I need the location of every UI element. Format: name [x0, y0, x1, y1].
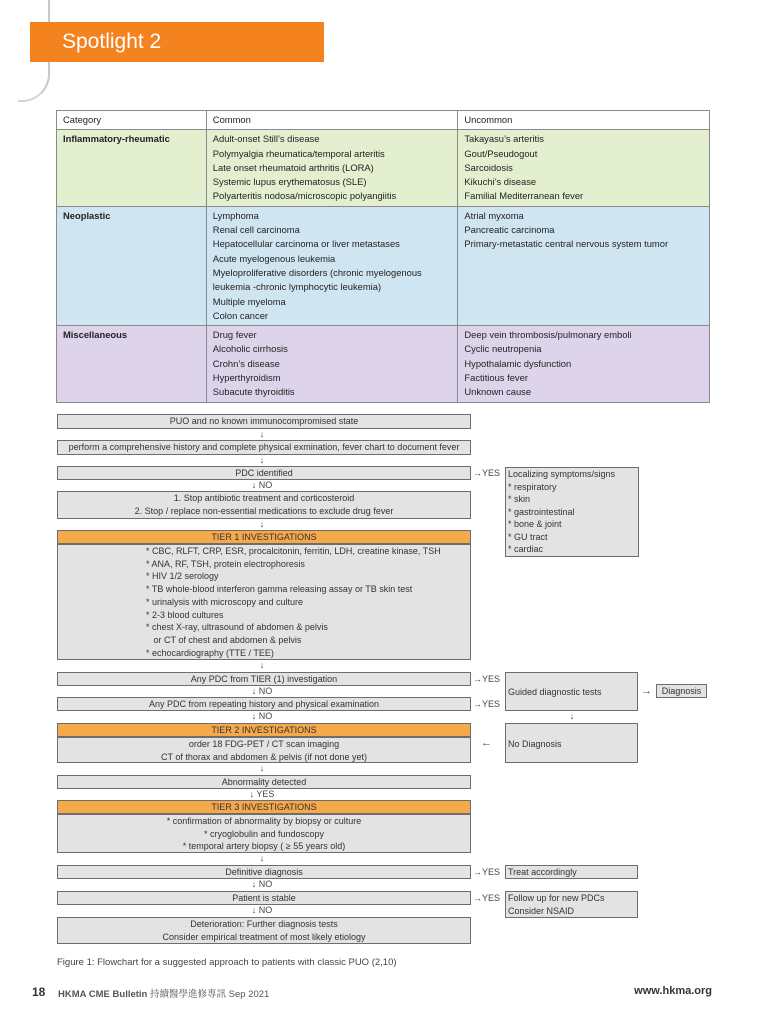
- flow-stop-box: [57, 491, 471, 519]
- list-item: * ANA, RF, TSH, protein electrophoresis: [146, 558, 305, 569]
- list-item: * confirmation of abnormality by biopsy or culture: [166, 816, 362, 826]
- yes-arrow: →YES: [473, 699, 501, 709]
- follow-up-box: [505, 891, 638, 918]
- list-item: Pancreatic carcinoma: [464, 224, 555, 236]
- yes-down-arrow: ↓ YES: [249, 789, 275, 799]
- list-item: * respiratory: [508, 481, 557, 492]
- table-row: [57, 326, 710, 402]
- list-item: Deterioration: Further diagnosis tests: [190, 919, 338, 929]
- table-header-row: [57, 111, 710, 130]
- list-item: Follow up for new PDCs: [508, 893, 605, 903]
- flow-any-pdc-history-box: Any PDC from repeating history and physical examination: [57, 697, 471, 711]
- no-arrow: ↓ NO: [251, 711, 273, 721]
- left-arrow: ←: [481, 737, 492, 749]
- list-item: * cryoglobulin and fundoscopy: [203, 828, 325, 839]
- list-item: Unknown cause: [464, 386, 532, 398]
- list-item: Multiple myeloma: [212, 295, 286, 307]
- list-item: * chest X-ray, ultrasound of abdomen & pelvis: [146, 622, 328, 633]
- section-title: Spotlight 2: [62, 30, 162, 53]
- list-item: * HIV 1/2 serology: [146, 571, 219, 582]
- list-item: Primary-metastatic central nervous system tumor: [464, 238, 669, 250]
- list-item: * urinalysis with microscopy and culture: [146, 596, 304, 607]
- list-item: * TB whole-blood interferon gamma releasing assay or TB skin test: [146, 584, 413, 595]
- category-cell: Miscellaneous: [57, 326, 207, 402]
- list-item: or CT of chest and abdomen & pelvis: [146, 634, 302, 645]
- list-item: CT of thorax and abdomen & pelvis (if not done yet): [161, 751, 367, 762]
- list-item: 2. Stop / replace non-essential medications to exclude drug fever: [134, 505, 394, 516]
- list-item: Consider empirical treatment of most likely etiology: [162, 931, 366, 942]
- no-arrow: ↓ NO: [251, 480, 273, 490]
- list-item: leukemia -chronic lymphocytic leukemia): [212, 281, 382, 293]
- list-item: Hyperthyroidism: [212, 372, 281, 384]
- table-header-common: Common: [206, 111, 458, 130]
- list-item: Hypothalamic dysfunction: [464, 357, 572, 369]
- list-item: * CBC, RLFT, CRP, ESR, procalcitonin, ferritin, LDH, creatine kinase, TSH: [146, 546, 441, 556]
- down-arrow: ↓: [569, 711, 575, 721]
- flow-deterioration-box: [57, 917, 471, 944]
- yes-arrow: →YES: [473, 893, 501, 903]
- common-cell: [206, 206, 458, 325]
- table-header-category: Category: [57, 111, 207, 130]
- list-item: Drug fever: [212, 329, 257, 341]
- tier3-title: TIER 3 INVESTIGATIONS: [57, 800, 471, 814]
- list-item: order 18 FDG-PET / CT scan imaging: [188, 739, 340, 749]
- no-arrow: ↓ NO: [251, 905, 273, 915]
- no-arrow: ↓ NO: [251, 686, 273, 696]
- list-item: Hepatocellular carcinoma or liver metastases: [212, 238, 400, 250]
- table-row: [57, 206, 710, 325]
- list-item: Crohn’s disease: [212, 357, 280, 369]
- website-url: www.hkma.org: [634, 985, 712, 997]
- common-cell: [206, 326, 458, 402]
- tier2-list-box: [57, 737, 471, 763]
- tier1-list-box: [57, 544, 471, 660]
- list-item: Kikuchi’s disease: [464, 176, 537, 188]
- list-item: Familial Mediterranean fever: [464, 190, 584, 202]
- bulletin-subtitle: 持續醫學進修專訊 Sep 2021: [150, 989, 270, 1000]
- flow-abnormality-box: Abnormality detected: [57, 775, 471, 789]
- tier1-title: TIER 1 INVESTIGATIONS: [57, 530, 471, 544]
- list-item: Adult-onset Still’s disease: [212, 133, 320, 145]
- bulletin-title: HKMA CME Bulletin: [58, 989, 148, 1000]
- down-arrow: ↓: [259, 763, 265, 773]
- guided-tests-box: Guided diagnostic tests: [505, 672, 638, 711]
- list-item: Factitious fever: [464, 372, 528, 384]
- no-arrow: ↓ NO: [251, 879, 273, 889]
- list-item: Renal cell carcinoma: [212, 224, 300, 236]
- no-diagnosis-box: No Diagnosis: [505, 723, 638, 763]
- tier2-title: TIER 2 INVESTIGATIONS: [57, 723, 471, 737]
- list-item: Consider NSAID: [508, 905, 575, 916]
- flow-pdc-box: PDC identified: [57, 466, 471, 480]
- table-header-uncommon: Uncommon: [458, 111, 710, 130]
- down-arrow: ↓: [259, 519, 265, 529]
- list-item: Myeloproliferative disorders (chronic myelogenous: [212, 266, 422, 278]
- list-item: * GU tract: [508, 531, 548, 542]
- right-arrow: →: [641, 685, 652, 697]
- flow-any-pdc-tier1-box: Any PDC from TIER (1) investigation: [57, 672, 471, 686]
- list-item: * cardiac: [508, 544, 544, 554]
- table-row: [57, 130, 710, 206]
- list-item: Cyclic neutropenia: [464, 343, 542, 355]
- down-arrow: ↓: [259, 455, 265, 465]
- down-arrow: ↓: [259, 429, 265, 439]
- flow-stable-box: Patient is stable: [57, 891, 471, 905]
- list-item: Polymyalgia rheumatica/temporal arteritis: [212, 147, 385, 159]
- list-item: 1. Stop antibiotic treatment and corticosteroid: [173, 493, 355, 503]
- list-item: Late onset rheumatoid arthritis (LORA): [212, 161, 374, 173]
- list-item: Deep vein thrombosis/pulmonary emboli: [464, 329, 632, 341]
- list-item: * echocardiography (TTE / TEE): [146, 647, 274, 658]
- list-item: * bone & joint: [508, 519, 562, 529]
- yes-arrow: →YES: [473, 674, 501, 684]
- list-item: Atrial myxoma: [464, 209, 524, 221]
- list-item: Acute myelogenous leukemia: [212, 252, 336, 264]
- treat-box: Treat accordingly: [505, 865, 638, 879]
- localizing-title: Localizing symptoms/signs: [508, 469, 616, 479]
- list-item: * skin: [508, 494, 531, 504]
- list-item: Sarcoidosis: [464, 161, 513, 173]
- uncommon-cell: [458, 206, 710, 325]
- yes-arrow: →YES: [473, 468, 501, 478]
- bulletin-name: [58, 986, 269, 1000]
- list-item: Polyarteritis nodosa/microscopic polyangiitis: [212, 190, 397, 202]
- down-arrow: ↓: [259, 660, 265, 670]
- diagnosis-box: Diagnosis: [656, 684, 707, 698]
- category-cell: Neoplastic: [57, 206, 207, 325]
- list-item: Colon cancer: [212, 309, 269, 321]
- puo-cause-table: [56, 110, 710, 403]
- flow-history-box: perform a comprehensive history and complete physical exmination, fever chart to document fever: [57, 440, 471, 455]
- uncommon-cell: [458, 130, 710, 206]
- list-item: Gout/Pseudogout: [464, 147, 538, 159]
- list-item: * temporal artery biopsy ( ≥ 55 years old): [182, 841, 346, 852]
- list-item: Systemic lupus erythematosus (SLE): [212, 176, 367, 188]
- page-number: 18: [32, 985, 46, 999]
- list-item: Alcoholic cirrhosis: [212, 343, 288, 355]
- flow-start-box: PUO and no known immunocompromised state: [57, 414, 471, 429]
- list-item: * gastrointestinal: [508, 506, 575, 517]
- section-banner: [30, 22, 324, 62]
- common-cell: [206, 130, 458, 206]
- list-item: Lymphoma: [212, 209, 259, 221]
- category-cell: Inflammatory-rheumatic: [57, 130, 207, 206]
- tier3-list-box: [57, 814, 471, 853]
- list-item: * 2-3 blood cultures: [146, 609, 224, 620]
- down-arrow: ↓: [259, 853, 265, 863]
- yes-arrow: →YES: [473, 867, 501, 877]
- uncommon-cell: [458, 326, 710, 402]
- flow-definitive-box: Definitive diagnosis: [57, 865, 471, 879]
- figure-caption: Figure 1: Flowchart for a suggested approach to patients with classic PUO (2,10): [57, 957, 397, 968]
- list-item: Subacute thyroiditis: [212, 386, 295, 398]
- localizing-symptoms-box: [505, 467, 639, 557]
- list-item: Takayasu’s arteritis: [464, 133, 544, 145]
